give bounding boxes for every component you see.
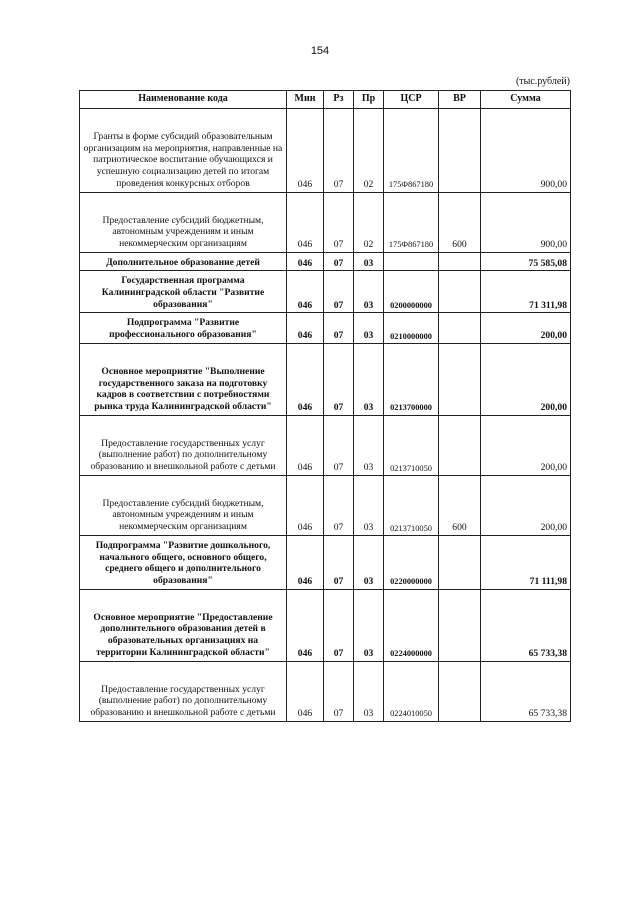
- row-min: 046: [287, 661, 324, 721]
- row-name-text: Государственная программа Калининградской области "Развитие образования": [101, 275, 265, 310]
- row-csr: 0213700000: [384, 343, 439, 415]
- row-spacer: [83, 420, 283, 438]
- header-name: Наименование кода: [80, 91, 287, 109]
- row-min: 046: [287, 313, 324, 343]
- row-pr: 03: [354, 589, 384, 661]
- row-name: [80, 661, 287, 721]
- row-pr: 02: [354, 109, 384, 193]
- row-csr: 175Ф867180: [384, 192, 439, 252]
- row-vr: 600: [439, 475, 481, 535]
- table-row: [80, 313, 571, 343]
- row-pr: 03: [354, 475, 384, 535]
- row-name: [80, 589, 287, 661]
- budget-table: [79, 90, 571, 722]
- row-vr: [439, 415, 481, 475]
- row-sum: 200,00: [481, 475, 571, 535]
- row-name: [80, 313, 287, 343]
- row-name-text: Основное мероприятие "Предоставление дополнительного образования детей в образовательных организациях на территории Калининградской области": [93, 611, 273, 658]
- row-name: [80, 252, 287, 271]
- row-pr: 03: [354, 535, 384, 589]
- row-rz: 07: [324, 661, 354, 721]
- table-row: [80, 661, 571, 721]
- row-rz: 07: [324, 415, 354, 475]
- row-name-text: Подпрограмма "Развитие дошкольного, начального общего, основного общего, среднего общего и дополнительного образования": [95, 539, 271, 586]
- row-csr: 0213710050: [384, 415, 439, 475]
- row-name: [80, 343, 287, 415]
- row-pr: 03: [354, 252, 384, 271]
- row-csr: 0213710050: [384, 475, 439, 535]
- row-sum: 900,00: [481, 192, 571, 252]
- row-rz: 07: [324, 109, 354, 193]
- row-sum: 65 733,38: [481, 661, 571, 721]
- row-sum: 200,00: [481, 415, 571, 475]
- header-rz: Рз: [324, 91, 354, 109]
- row-name: [80, 415, 287, 475]
- row-vr: [439, 109, 481, 193]
- table-row: [80, 343, 571, 415]
- row-name: [80, 535, 287, 589]
- row-pr: 03: [354, 661, 384, 721]
- row-name: [80, 109, 287, 193]
- row-spacer: [83, 197, 283, 215]
- table-row: [80, 535, 571, 589]
- row-name-text: Предоставление субсидий бюджетным, автономным учреждениям и иным некоммерческим организациям: [102, 497, 264, 533]
- row-min: 046: [287, 109, 324, 193]
- row-vr: [439, 535, 481, 589]
- page-number: 154: [310, 45, 330, 57]
- row-vr: [439, 343, 481, 415]
- row-min: 046: [287, 343, 324, 415]
- table-row: [80, 271, 571, 313]
- row-pr: 03: [354, 271, 384, 313]
- row-sum: 200,00: [481, 313, 571, 343]
- row-csr: 0200000000: [384, 271, 439, 313]
- row-min: 046: [287, 271, 324, 313]
- row-min: 046: [287, 589, 324, 661]
- row-pr: 03: [354, 415, 384, 475]
- row-spacer: [83, 480, 283, 498]
- row-name-text: Предоставление государственных услуг (выполнение работ) по дополнительному образованию и внешкольной работе с детьми: [90, 437, 276, 473]
- header-sum: Сумма: [481, 91, 571, 109]
- row-sum: 65 733,38: [481, 589, 571, 661]
- row-name-text: Предоставление государственных услуг (выполнение работ) по дополнительному образованию и внешкольной работе с детьми: [90, 683, 276, 718]
- row-min: 046: [287, 535, 324, 589]
- table-row: [80, 192, 571, 252]
- table-row: [80, 475, 571, 535]
- header-pr: Пр: [354, 91, 384, 109]
- row-spacer: [83, 594, 283, 612]
- row-rz: 07: [324, 252, 354, 271]
- row-name-text: Подпрограмма "Развитие профессионального образования": [109, 317, 257, 341]
- row-pr: 02: [354, 192, 384, 252]
- table-header-row: [80, 91, 571, 109]
- row-rz: 07: [324, 475, 354, 535]
- row-pr: 03: [354, 313, 384, 343]
- row-name: [80, 475, 287, 535]
- row-rz: 07: [324, 535, 354, 589]
- row-spacer: [83, 348, 283, 366]
- row-spacer: [83, 113, 283, 131]
- row-vr: [439, 313, 481, 343]
- row-sum: 71 111,98: [481, 535, 571, 589]
- row-name-text: Основное мероприятие "Выполнение государственного заказа на подготовку кадров в соответствии с потребностями рынка труда Калининградской области": [94, 365, 272, 412]
- row-csr: 0224010050: [384, 661, 439, 721]
- table-row: [80, 109, 571, 193]
- row-vr: 600: [439, 192, 481, 252]
- unit-note: (тыс.рублей): [515, 76, 570, 87]
- row-rz: 07: [324, 589, 354, 661]
- table-row: [80, 252, 571, 271]
- row-rz: 07: [324, 343, 354, 415]
- row-sum: 71 311,98: [481, 271, 571, 313]
- header-min: Мин: [287, 91, 324, 109]
- row-rz: 07: [324, 313, 354, 343]
- header-csr: ЦСР: [384, 91, 439, 109]
- row-csr: 0210000000: [384, 313, 439, 343]
- row-vr: [439, 271, 481, 313]
- row-spacer: [83, 666, 283, 684]
- row-pr: 03: [354, 343, 384, 415]
- row-csr: 175Ф867180: [384, 109, 439, 193]
- row-sum: 200,00: [481, 343, 571, 415]
- row-min: 046: [287, 415, 324, 475]
- row-min: 046: [287, 475, 324, 535]
- row-vr: [439, 252, 481, 271]
- row-csr: [384, 252, 439, 271]
- row-min: 046: [287, 192, 324, 252]
- row-csr: 0224000000: [384, 589, 439, 661]
- table-row: [80, 415, 571, 475]
- row-vr: [439, 661, 481, 721]
- row-name-text: Предоставление субсидий бюджетным, автономным учреждениям и иным некоммерческим организациям: [102, 214, 264, 249]
- row-name-text: Дополнительное образование детей: [106, 256, 260, 268]
- row-min: 046: [287, 252, 324, 271]
- table-row: [80, 589, 571, 661]
- row-rz: 07: [324, 271, 354, 313]
- row-sum: 75 585,08: [481, 252, 571, 271]
- row-csr: 0220000000: [384, 535, 439, 589]
- row-rz: 07: [324, 192, 354, 252]
- row-name: [80, 271, 287, 313]
- row-vr: [439, 589, 481, 661]
- header-vr: ВР: [439, 91, 481, 109]
- row-name-text: Гранты в форме субсидий образовательным организациям на мероприятия, направленные на патриотическое воспитание обучающихся и успешную социализацию детей по итогам проведения конкурсных отборов: [83, 131, 283, 189]
- row-name: [80, 192, 287, 252]
- row-sum: 900,00: [481, 109, 571, 193]
